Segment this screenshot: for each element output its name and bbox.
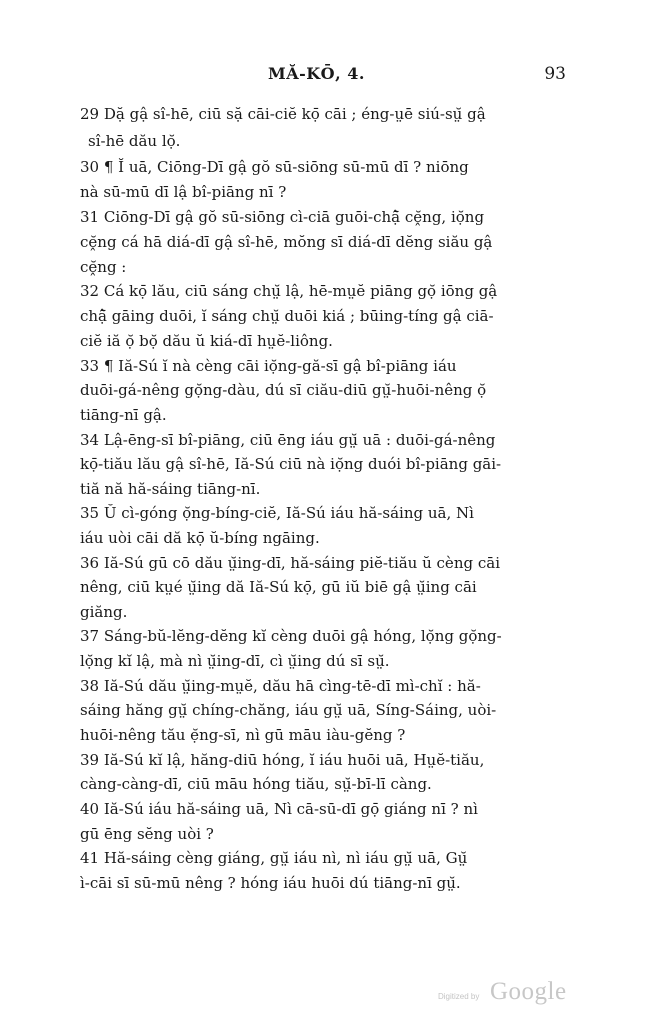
verse-line: ì-cāi sī sū-mū nêng ? hóng iáu huōi dú tiāng-nī gṳ̆.: [80, 874, 461, 892]
verse-line: 34 Lậ-ēng-sī bî-piāng, ciū ēng iáu gṳ̆ uā : duōi-gá-nêng: [80, 431, 496, 449]
digitized-by-label: Digitized by: [438, 992, 480, 1001]
google-logo: Google: [490, 978, 567, 1005]
verse-line: 30 ¶ Ĭ uā, Ciōng-Dī gậ gŏ sū-siōng sū-mū dī ? niōng: [80, 158, 469, 176]
verse-line: sî-hē dău lọ̆.: [88, 132, 181, 150]
verse-line: kọ̄-tiău lău gậ sî-hē, Iă-Sú ciū nà iọ̆ng duói bî-piāng gāi-: [80, 455, 502, 473]
verse-line: ciĕ iă ọ̆ bọ̆ dău ŭ kiá-dī hṳĕ-liông.: [80, 332, 333, 350]
verse-line: cḙ̆ng cá hā diá-dī gậ sî-hē, mŏng sī diá-dī dĕng siău gậ: [80, 233, 493, 251]
verse-line: 36 Iă-Sú gū cō dău ṳ̆ing-dī, hă-sáing piĕ-tiău ŭ cèng cāi: [80, 554, 500, 572]
running-title: MĂ-KŌ, 4.: [268, 64, 365, 83]
verse-line: tiāng-nī gậ.: [80, 406, 167, 424]
verse-line: 35 Ŭ cì-góng ọ̆ng-bíng-ciĕ, Iă-Sú iáu hă-sáing uā, Nì: [80, 504, 474, 522]
verse-line: duōi-gá-nêng gọ̆ng-dàu, dú sī ciău-diū gṳ̆-huōi-nêng ọ̆: [80, 381, 487, 399]
verse-line: giăng.: [80, 603, 128, 621]
verse-line: càng-càng-dī, ciū māu hóng tiău, sṳ̆-bī-lī càng.: [80, 775, 432, 793]
verse-line: huōi-nêng tău ẹ̆ng-sī, nì gū māu iàu-gĕng ?: [80, 726, 406, 744]
verse-line: 33 ¶ Iă-Sú ĭ nà cèng cāi iọ̆ng-gă-sī gậ bî-piāng iáu: [80, 357, 457, 375]
verse-line: tiă nă hă-sáing tiāng-nī.: [80, 480, 261, 498]
verse-line: lọ̆ng kĭ lậ, mà nì ṳ̆ing-dī, cì ṳ̆ing dú sī sṳ̆.: [80, 652, 390, 670]
verse-line: sáing hăng gṳ̆ chíng-chăng, iáu gṳ̆ uā, Síng-Sáing, uòi-: [80, 701, 497, 719]
verse-line: 32 Cá kọ̄ lău, ciū sáng chṳ̆ lậ, hē-mṳĕ piāng gọ̆ iōng gậ: [80, 282, 498, 300]
verse-line: gū ēng sĕng uòi ?: [80, 825, 214, 843]
verse-line: 29 Dặ gậ sî-hē, ciū sặ cāi-ciĕ kọ̄ cāi ; éng-ṳē siú-sṳ̆ gậ: [80, 105, 486, 123]
verse-line: 39 Iă-Sú kĭ lậ, hăng-diū hóng, ĭ iáu huōi uā, Hṳĕ-tiău,: [80, 751, 485, 769]
verse-line: 41 Hă-sáing cèng giáng, gṳ̆ iáu nì, nì iáu gṳ̆ uā, Gṳ̆: [80, 849, 468, 867]
verse-line: iáu uòi cāi dă kọ̄ ŭ-bíng ngāing.: [80, 529, 320, 547]
verse-line: cḙ̆ng :: [80, 258, 127, 276]
verse-line: 37 Sáng-bŭ-lĕng-dĕng kĭ cèng duōi gậ hóng, lọ̆ng gọ̆ng-: [80, 627, 502, 645]
verse-line: nà sū-mū dī lậ bî-piāng nī ?: [80, 183, 287, 201]
running-head: [0, 64, 654, 90]
page-number: 93: [544, 64, 566, 84]
verse-line: chậ̄ gāing duōi, ĭ sáng chṳ̆ duōi kiá ; būing-tíng gậ ciā-: [80, 307, 494, 325]
verse-line: 31 Ciōng-Dī gậ gŏ sū-siōng cì-ciā guōi-chậ̄ cḙ̆ng, iọ̆ng: [80, 208, 485, 226]
verse-line: nêng, ciū kṳé ṳ̆ing dă Iă-Sú kọ̄, gū iŭ biē gậ ṳ̆ing cāi: [80, 578, 477, 596]
verse-line: 40 Iă-Sú iáu hă-sáing uā, Nì cā-sū-dī gọ̄ giáng nī ? nì: [80, 800, 478, 818]
verse-line: 38 Iă-Sú dău ṳ̆ing-mṳĕ, dău hā cìng-tē-dī mì-chĭ : hă-: [80, 677, 481, 695]
